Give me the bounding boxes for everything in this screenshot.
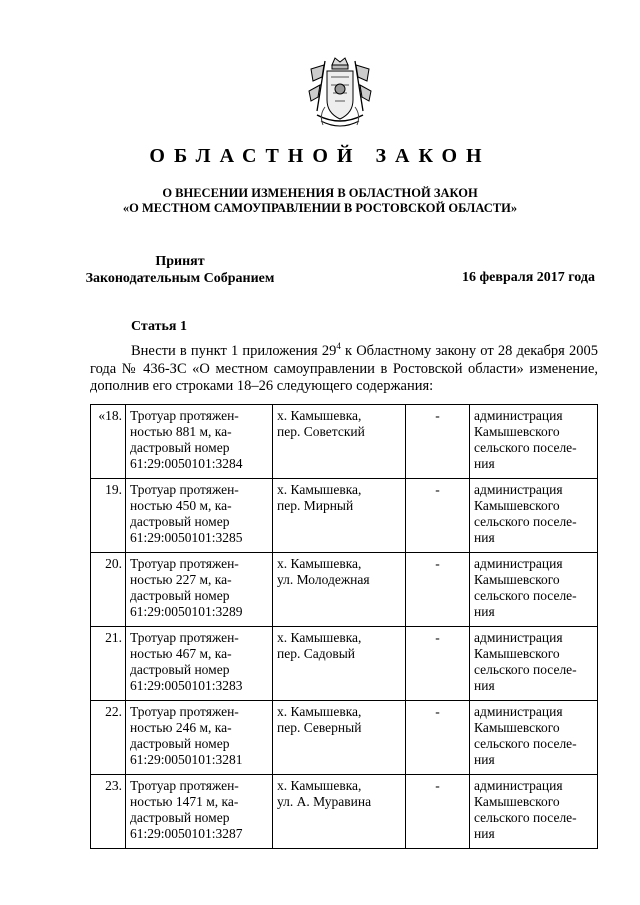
organization-line: сельского поселе-: [474, 588, 577, 603]
empty-value-line: -: [435, 482, 440, 497]
empty-value-line: -: [435, 704, 440, 719]
object-description-line: Тротуар протяжен-: [130, 778, 239, 793]
object-address-line: х. Камышевка,: [277, 630, 362, 645]
organization-line: администрация: [474, 778, 563, 793]
row-number: [91, 553, 126, 627]
object-description: [126, 775, 273, 849]
organization-line: Камышевского: [474, 720, 560, 735]
object-address: [273, 627, 406, 701]
object-address: [273, 553, 406, 627]
object-address-line: ул. Молодежная: [277, 572, 370, 587]
object-address-line: х. Камышевка,: [277, 778, 362, 793]
object-address-line: пер. Мирный: [277, 498, 354, 513]
row-number-line: 20.: [105, 556, 122, 571]
object-description: [126, 553, 273, 627]
object-address-line: пер. Советский: [277, 424, 365, 439]
article-text-after: к Областному закону от 28 декабря 2005 года № 436-ЗС «О местном самоуправлении в Ростовской области» изменение, дополнив его строками 18–26 следующего содержания:: [90, 343, 598, 394]
organization-line: Камышевского: [474, 794, 560, 809]
object-address-line: х. Камышевка,: [277, 556, 362, 571]
subtitle-line-2: «О МЕСТНОМ САМОУПРАВЛЕНИИ В РОСТОВСКОЙ ОБЛАСТИ»: [122, 201, 518, 215]
organization-line: сельского поселе-: [474, 662, 577, 677]
empty-value-line: -: [435, 408, 440, 423]
empty-value: [406, 553, 470, 627]
row-number: [91, 627, 126, 701]
table-row: [91, 627, 598, 701]
object-description-line: ностью 881 м, ка-: [130, 424, 232, 439]
article-text-before: Внести в пункт 1 приложения 29: [131, 343, 337, 359]
empty-value: [406, 701, 470, 775]
organization-line: ния: [474, 456, 495, 471]
empty-value: [406, 627, 470, 701]
row-number-line: «18.: [98, 408, 122, 423]
empty-value-line: -: [435, 630, 440, 645]
object-description-line: 61:29:0050101:3284: [130, 456, 243, 471]
row-number: [91, 701, 126, 775]
coat-of-arms-icon: [305, 55, 375, 133]
object-address-line: х. Камышевка,: [277, 482, 362, 497]
object-description-line: дастровый номер: [130, 736, 230, 751]
row-number-line: 19.: [105, 482, 122, 497]
table-row: [91, 701, 598, 775]
table-row: [91, 553, 598, 627]
adopted-label: Принят: [155, 254, 205, 269]
empty-value: [406, 479, 470, 553]
object-address: [273, 701, 406, 775]
object-description-line: дастровый номер: [130, 662, 230, 677]
object-description-line: Тротуар протяжен-: [130, 482, 239, 497]
organization-line: ния: [474, 752, 495, 767]
object-description-line: Тротуар протяжен-: [130, 408, 239, 423]
organization-line: ния: [474, 604, 495, 619]
adoption-date: 16 февраля 2017 года: [462, 270, 595, 285]
table-row: [91, 775, 598, 849]
object-description-line: дастровый номер: [130, 514, 230, 529]
row-number: [91, 775, 126, 849]
table-row: [91, 479, 598, 553]
law-title: ОБЛАСТНОЙ ЗАКОН: [149, 145, 491, 167]
object-address: [273, 479, 406, 553]
organization-line: ния: [474, 678, 495, 693]
row-number: [91, 479, 126, 553]
object-address: [273, 405, 406, 479]
object-description-line: Тротуар протяжен-: [130, 704, 239, 719]
organization-line: Камышевского: [474, 572, 560, 587]
organization: [470, 479, 598, 553]
organization: [470, 405, 598, 479]
object-description-line: дастровый номер: [130, 810, 230, 825]
organization-line: Камышевского: [474, 498, 560, 513]
subtitle-line-1: О ВНЕСЕНИИ ИЗМЕНЕНИЯ В ОБЛАСТНОЙ ЗАКОН: [162, 186, 478, 200]
object-description: [126, 479, 273, 553]
object-description-line: 61:29:0050101:3289: [130, 604, 243, 619]
object-description: [126, 627, 273, 701]
article-superscript: 4: [336, 341, 341, 352]
row-number-line: 21.: [105, 630, 122, 645]
empty-value-line: -: [435, 556, 440, 571]
organization: [470, 627, 598, 701]
object-address-line: пер. Садовый: [277, 646, 356, 661]
adopted-body: Законодательным Собранием: [85, 271, 275, 286]
object-description-line: 61:29:0050101:3285: [130, 530, 243, 545]
object-description-line: ностью 246 м, ка-: [130, 720, 232, 735]
organization: [470, 553, 598, 627]
object-description-line: дастровый номер: [130, 588, 230, 603]
row-number-line: 23.: [105, 778, 122, 793]
object-description-line: ностью 227 м, ка-: [130, 572, 232, 587]
article-heading: Статья 1: [131, 319, 187, 334]
amendment-table: [90, 404, 598, 849]
object-description-line: 61:29:0050101:3281: [130, 752, 243, 767]
organization-line: сельского поселе-: [474, 736, 577, 751]
organization-line: администрация: [474, 482, 563, 497]
organization: [470, 775, 598, 849]
object-description-line: Тротуар протяжен-: [130, 630, 239, 645]
law-subtitle: [0, 186, 640, 216]
object-address: [273, 775, 406, 849]
object-address-line: ул. А. Муравина: [277, 794, 372, 809]
organization: [470, 701, 598, 775]
organization-line: ния: [474, 826, 495, 841]
organization-line: администрация: [474, 704, 563, 719]
object-description-line: ностью 1471 м, ка-: [130, 794, 239, 809]
table-row: [91, 405, 598, 479]
adopted-by: [60, 253, 300, 287]
organization-line: администрация: [474, 556, 563, 571]
object-description-line: дастровый номер: [130, 440, 230, 455]
object-description: [126, 405, 273, 479]
article-paragraph: [90, 343, 598, 396]
empty-value-line: -: [435, 778, 440, 793]
object-address-line: х. Камышевка,: [277, 408, 362, 423]
empty-value: [406, 405, 470, 479]
object-address-line: пер. Северный: [277, 720, 362, 735]
organization-line: ния: [474, 530, 495, 545]
organization-line: Камышевского: [474, 646, 560, 661]
organization-line: сельского поселе-: [474, 810, 577, 825]
object-description: [126, 701, 273, 775]
organization-line: сельского поселе-: [474, 514, 577, 529]
row-number: [91, 405, 126, 479]
object-description-line: Тротуар протяжен-: [130, 556, 239, 571]
empty-value: [406, 775, 470, 849]
object-description-line: 61:29:0050101:3283: [130, 678, 243, 693]
organization-line: администрация: [474, 630, 563, 645]
row-number-line: 22.: [105, 704, 122, 719]
organization-line: администрация: [474, 408, 563, 423]
object-description-line: ностью 467 м, ка-: [130, 646, 232, 661]
organization-line: Камышевского: [474, 424, 560, 439]
object-description-line: ностью 450 м, ка-: [130, 498, 232, 513]
organization-line: сельского поселе-: [474, 440, 577, 455]
object-address-line: х. Камышевка,: [277, 704, 362, 719]
object-description-line: 61:29:0050101:3287: [130, 826, 243, 841]
